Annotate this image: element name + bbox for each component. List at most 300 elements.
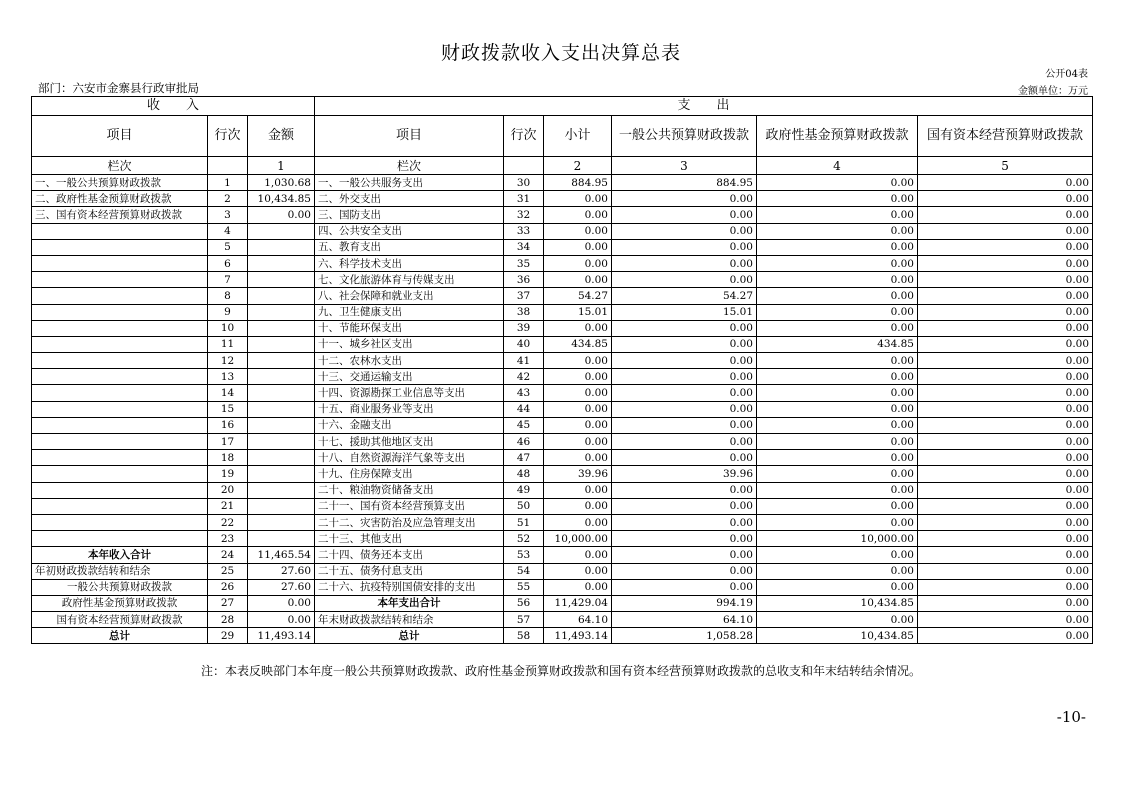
unit-label: 金额单位：万元: [1018, 86, 1088, 97]
income-line-cell: 5: [208, 239, 248, 255]
income-line-cell: 15: [208, 401, 248, 417]
expense-line-cell: 39: [504, 320, 544, 336]
state-capital-cell: 0.00: [918, 223, 1093, 239]
income-item-header: 项目: [32, 116, 208, 157]
income-line-cell: 13: [208, 369, 248, 385]
subtotal-cell: 0.00: [544, 320, 612, 336]
income-item-cell: 三、国有资本经营预算财政拨款: [32, 207, 208, 223]
subtotal-cell: 884.95: [544, 175, 612, 191]
income-line-cell: 24: [208, 547, 248, 563]
general-budget-cell: 0.00: [612, 207, 757, 223]
general-budget-cell: 0.00: [612, 579, 757, 595]
general-budget-cell: 0.00: [612, 450, 757, 466]
expense-section-header: 支 出: [315, 97, 1093, 116]
subtotal-cell: 0.00: [544, 272, 612, 288]
fund-budget-cell: 0.00: [757, 369, 918, 385]
general-budget-cell: 0.00: [612, 417, 757, 433]
income-item-cell: [32, 417, 208, 433]
general-budget-cell: 0.00: [612, 563, 757, 579]
fund-budget-cell: 10,434.85: [757, 595, 918, 611]
general-budget-cell: 0.00: [612, 434, 757, 450]
subtotal-cell: 0.00: [544, 563, 612, 579]
income-item-cell: [32, 466, 208, 482]
expense-item-cell: 二十五、债务付息支出: [315, 563, 504, 579]
fund-budget-cell: 0.00: [757, 353, 918, 369]
fund-budget-cell: 0.00: [757, 272, 918, 288]
expense-line-cell: 37: [504, 288, 544, 304]
general-budget-cell: 39.96: [612, 466, 757, 482]
expense-item-cell: 总计: [315, 628, 504, 644]
expense-item-cell: 十五、商业服务业等支出: [315, 401, 504, 417]
state-capital-cell: 0.00: [918, 482, 1093, 498]
state-capital-cell: 0.00: [918, 191, 1093, 207]
expense-item-cell: 二十三、其他支出: [315, 531, 504, 547]
fund-budget-cell: 0.00: [757, 482, 918, 498]
general-budget-cell: 0.00: [612, 320, 757, 336]
expense-item-cell: 十六、金融支出: [315, 417, 504, 433]
income-line-cell: 7: [208, 272, 248, 288]
table-row: [32, 255, 1093, 271]
table-row: [32, 482, 1093, 498]
income-amount-cell: [248, 417, 315, 433]
income-line-cell: 20: [208, 482, 248, 498]
general-budget-cell: 994.19: [612, 595, 757, 611]
income-line-cell: 28: [208, 612, 248, 628]
income-item-cell: 一、一般公共预算财政拨款: [32, 175, 208, 191]
fund-budget-cell: 10,434.85: [757, 628, 918, 644]
expense-line-cell: 42: [504, 369, 544, 385]
state-capital-cell: 0.00: [918, 239, 1093, 255]
subtotal-cell: 0.00: [544, 401, 612, 417]
income-amount-cell: [248, 223, 315, 239]
subtotal-cell: 39.96: [544, 466, 612, 482]
table-row: [32, 628, 1093, 644]
income-amount-cell: [248, 514, 315, 530]
page-number: -10-: [1056, 708, 1086, 726]
expense-line-cell: 49: [504, 482, 544, 498]
income-amount-cell: 27.60: [248, 579, 315, 595]
income-line-header: 行次: [208, 116, 248, 157]
income-amount-cell: [248, 304, 315, 320]
subtotal-cell: 0.00: [544, 369, 612, 385]
income-item-cell: 一般公共预算财政拨款: [32, 579, 208, 595]
general-budget-cell: 0.00: [612, 239, 757, 255]
budget-table: [31, 96, 1093, 644]
table-row: [32, 272, 1093, 288]
expense-item-cell: 二十一、国有资本经营预算支出: [315, 498, 504, 514]
income-line-cell: 2: [208, 191, 248, 207]
state-capital-cell: 0.00: [918, 175, 1093, 191]
general-budget-cell: 0.00: [612, 272, 757, 288]
table-row: [32, 547, 1093, 563]
state-capital-header: 国有资本经营预算财政拨款: [918, 116, 1093, 157]
expense-line-cell: 35: [504, 255, 544, 271]
general-budget-header: 一般公共预算财政拨款: [612, 116, 757, 157]
fund-budget-cell: 0.00: [757, 207, 918, 223]
fund-budget-cell: 10,000.00: [757, 531, 918, 547]
table-row: [32, 385, 1093, 401]
expense-line-cell: 55: [504, 579, 544, 595]
income-amount-cell: [248, 434, 315, 450]
income-item-cell: [32, 255, 208, 271]
fund-budget-cell: 0.00: [757, 434, 918, 450]
expense-line-cell: 52: [504, 531, 544, 547]
income-amount-cell: [248, 531, 315, 547]
fund-budget-header: 政府性基金预算财政拨款: [757, 116, 918, 157]
state-capital-cell: 0.00: [918, 417, 1093, 433]
subtotal-cell: 0.00: [544, 255, 612, 271]
income-amount-cell: [248, 255, 315, 271]
expense-line-cell: 51: [504, 514, 544, 530]
report-title: 财政拨款收入支出决算总表: [440, 42, 681, 64]
income-item-cell: [32, 434, 208, 450]
expense-line-cell: 33: [504, 223, 544, 239]
income-item-cell: 总计: [32, 628, 208, 644]
subtotal-cell: 0.00: [544, 353, 612, 369]
income-amount-cell: 27.60: [248, 563, 315, 579]
state-capital-cell: 0.00: [918, 385, 1093, 401]
subtotal-cell: 0.00: [544, 450, 612, 466]
expense-line-cell: 36: [504, 272, 544, 288]
state-capital-cell: 0.00: [918, 434, 1093, 450]
income-amount-cell: 0.00: [248, 595, 315, 611]
income-amount-cell: [248, 353, 315, 369]
state-capital-cell: 0.00: [918, 514, 1093, 530]
table-row: [32, 207, 1093, 223]
income-item-cell: [32, 336, 208, 352]
income-line-cell: 26: [208, 579, 248, 595]
expense-line-cell: 54: [504, 563, 544, 579]
table-row: [32, 612, 1093, 628]
general-budget-cell: 0.00: [612, 369, 757, 385]
fund-budget-cell: 434.85: [757, 336, 918, 352]
table-row: [32, 191, 1093, 207]
header-row-sections: [32, 97, 1093, 116]
income-amount-cell: [248, 336, 315, 352]
expense-item-cell: 一、一般公共服务支出: [315, 175, 504, 191]
header-row-columns: [32, 116, 1093, 157]
column-number-4: 4: [757, 157, 918, 175]
income-line-cell: 10: [208, 320, 248, 336]
expense-item-cell: 三、国防支出: [315, 207, 504, 223]
income-line-cell: 4: [208, 223, 248, 239]
income-line-cell: 8: [208, 288, 248, 304]
fund-budget-cell: 0.00: [757, 223, 918, 239]
expense-item-cell: 十八、自然资源海洋气象等支出: [315, 450, 504, 466]
expense-line-cell: 46: [504, 434, 544, 450]
income-item-cell: [32, 369, 208, 385]
table-row: [32, 304, 1093, 320]
general-budget-cell: 0.00: [612, 514, 757, 530]
fund-budget-cell: 0.00: [757, 450, 918, 466]
fund-budget-cell: 0.00: [757, 320, 918, 336]
fund-budget-cell: 0.00: [757, 498, 918, 514]
expense-item-header: 项目: [315, 116, 504, 157]
expense-line-cell: 40: [504, 336, 544, 352]
expense-line-cell: 44: [504, 401, 544, 417]
expense-line-cell: 53: [504, 547, 544, 563]
income-item-cell: 年初财政拨款结转和结余: [32, 563, 208, 579]
expense-item-cell: 十七、援助其他地区支出: [315, 434, 504, 450]
subtotal-cell: 0.00: [544, 239, 612, 255]
state-capital-cell: 0.00: [918, 612, 1093, 628]
income-amount-cell: [248, 498, 315, 514]
general-budget-cell: 0.00: [612, 401, 757, 417]
income-line-cell: 19: [208, 466, 248, 482]
table-row: [32, 369, 1093, 385]
general-budget-cell: 0.00: [612, 336, 757, 352]
state-capital-cell: 0.00: [918, 595, 1093, 611]
header-row-column-numbers: [32, 157, 1093, 175]
expense-item-cell: 二十、粮油物资储备支出: [315, 482, 504, 498]
fund-budget-cell: 0.00: [757, 514, 918, 530]
table-row: [32, 579, 1093, 595]
subtotal-cell: 0.00: [544, 385, 612, 401]
income-amount-cell: [248, 385, 315, 401]
income-line-cell: 16: [208, 417, 248, 433]
fund-budget-cell: 0.00: [757, 563, 918, 579]
income-line-cell: 27: [208, 595, 248, 611]
expense-item-cell: 年末财政拨款结转和结余: [315, 612, 504, 628]
expense-item-cell: 二十二、灾害防治及应急管理支出: [315, 514, 504, 530]
fund-budget-cell: 0.00: [757, 255, 918, 271]
table-row: [32, 434, 1093, 450]
state-capital-cell: 0.00: [918, 498, 1093, 514]
expense-line-cell: 57: [504, 612, 544, 628]
expense-line-header: 行次: [504, 116, 544, 157]
income-item-cell: [32, 450, 208, 466]
income-line-cell: 17: [208, 434, 248, 450]
table-row: [32, 353, 1093, 369]
expense-item-cell: 十四、资源勘探工业信息等支出: [315, 385, 504, 401]
subtotal-cell: 0.00: [544, 223, 612, 239]
income-amount-cell: 0.00: [248, 207, 315, 223]
income-line-cell: 3: [208, 207, 248, 223]
general-budget-cell: 884.95: [612, 175, 757, 191]
income-line-cell: 25: [208, 563, 248, 579]
table-row: [32, 401, 1093, 417]
income-line-cell: 6: [208, 255, 248, 271]
income-item-cell: [32, 288, 208, 304]
column-number-5: 5: [918, 157, 1093, 175]
state-capital-cell: 0.00: [918, 255, 1093, 271]
income-item-cell: [32, 320, 208, 336]
income-line-cell: 12: [208, 353, 248, 369]
subtotal-cell: 54.27: [544, 288, 612, 304]
expense-line-cell: 45: [504, 417, 544, 433]
fund-budget-cell: 0.00: [757, 401, 918, 417]
expense-line-cell: 32: [504, 207, 544, 223]
income-item-cell: [32, 353, 208, 369]
state-capital-cell: 0.00: [918, 369, 1093, 385]
general-budget-cell: 54.27: [612, 288, 757, 304]
column-number-1: 1: [248, 157, 315, 175]
income-item-cell: 政府性基金预算财政拨款: [32, 595, 208, 611]
state-capital-cell: 0.00: [918, 320, 1093, 336]
subtotal-cell: 0.00: [544, 417, 612, 433]
income-amount-cell: [248, 450, 315, 466]
income-item-cell: [32, 401, 208, 417]
income-amount-header: 金额: [248, 116, 315, 157]
income-item-cell: [32, 304, 208, 320]
expense-line-cell: 50: [504, 498, 544, 514]
table-row: [32, 595, 1093, 611]
state-capital-cell: 0.00: [918, 450, 1093, 466]
footnote: 注：本表反映部门本年度一般公共预算财政拨款、政府性基金预算财政拨款和国有资本经营预算财政拨款的总收支和年末结转结余情况。: [200, 664, 921, 678]
expense-line-cell: 43: [504, 385, 544, 401]
table-row: [32, 531, 1093, 547]
table-row: [32, 514, 1093, 530]
income-line-cell: 18: [208, 450, 248, 466]
subtotal-cell: 11,493.14: [544, 628, 612, 644]
form-code: 公开04表: [1045, 69, 1088, 80]
expense-item-cell: 五、教育支出: [315, 239, 504, 255]
general-budget-cell: 0.00: [612, 223, 757, 239]
expense-item-cell: 四、公共安全支出: [315, 223, 504, 239]
state-capital-cell: 0.00: [918, 288, 1093, 304]
state-capital-cell: 0.00: [918, 336, 1093, 352]
income-amount-cell: [248, 272, 315, 288]
subtotal-cell: 11,429.04: [544, 595, 612, 611]
expense-line-cell: 56: [504, 595, 544, 611]
state-capital-cell: 0.00: [918, 628, 1093, 644]
income-line-cell: 9: [208, 304, 248, 320]
fund-budget-cell: 0.00: [757, 239, 918, 255]
general-budget-cell: 1,058.28: [612, 628, 757, 644]
income-amount-cell: 11,465.54: [248, 547, 315, 563]
general-budget-cell: 0.00: [612, 385, 757, 401]
fund-budget-cell: 0.00: [757, 175, 918, 191]
state-capital-cell: 0.00: [918, 466, 1093, 482]
expense-item-cell: 十三、交通运输支出: [315, 369, 504, 385]
table-row: [32, 223, 1093, 239]
table-row: [32, 320, 1093, 336]
income-item-cell: [32, 272, 208, 288]
expense-item-cell: 六、科学技术支出: [315, 255, 504, 271]
income-amount-cell: 10,434.85: [248, 191, 315, 207]
state-capital-cell: 0.00: [918, 579, 1093, 595]
state-capital-cell: 0.00: [918, 353, 1093, 369]
income-section-header: 收 入: [32, 97, 315, 116]
fund-budget-cell: 0.00: [757, 191, 918, 207]
income-amount-cell: [248, 482, 315, 498]
table-row: [32, 417, 1093, 433]
general-budget-cell: 0.00: [612, 255, 757, 271]
expense-item-cell: 二十六、抗疫特别国债安排的支出: [315, 579, 504, 595]
general-budget-cell: 64.10: [612, 612, 757, 628]
expense-line-cell: 58: [504, 628, 544, 644]
state-capital-cell: 0.00: [918, 547, 1093, 563]
income-amount-cell: 11,493.14: [248, 628, 315, 644]
income-line-cell: 1: [208, 175, 248, 191]
income-item-cell: [32, 239, 208, 255]
expense-item-cell: 九、卫生健康支出: [315, 304, 504, 320]
expense-line-cell: 31: [504, 191, 544, 207]
income-amount-cell: 1,030.68: [248, 175, 315, 191]
state-capital-cell: 0.00: [918, 563, 1093, 579]
expense-item-cell: 八、社会保障和就业支出: [315, 288, 504, 304]
subtotal-cell: 0.00: [544, 191, 612, 207]
table-row: [32, 466, 1093, 482]
table-row: [32, 288, 1093, 304]
income-item-cell: [32, 482, 208, 498]
subtotal-cell: 0.00: [544, 514, 612, 530]
expense-line-cell: 47: [504, 450, 544, 466]
income-line-cell: 21: [208, 498, 248, 514]
income-line-cell: 14: [208, 385, 248, 401]
subtotal-cell: 15.01: [544, 304, 612, 320]
general-budget-cell: 0.00: [612, 353, 757, 369]
subtotal-cell: 434.85: [544, 336, 612, 352]
income-item-cell: 本年收入合计: [32, 547, 208, 563]
income-amount-cell: [248, 239, 315, 255]
fund-budget-cell: 0.00: [757, 385, 918, 401]
income-amount-cell: 0.00: [248, 612, 315, 628]
income-item-cell: 二、政府性基金预算财政拨款: [32, 191, 208, 207]
fund-budget-cell: 0.00: [757, 417, 918, 433]
expense-item-cell: 二十四、债务还本支出: [315, 547, 504, 563]
subtotal-cell: 0.00: [544, 547, 612, 563]
fund-budget-cell: 0.00: [757, 304, 918, 320]
expense-item-cell: 十九、住房保障支出: [315, 466, 504, 482]
income-amount-cell: [248, 466, 315, 482]
expense-item-cell: 十、节能环保支出: [315, 320, 504, 336]
income-item-cell: [32, 385, 208, 401]
subtotal-cell: 10,000.00: [544, 531, 612, 547]
income-line-cell: 11: [208, 336, 248, 352]
fund-budget-cell: 0.00: [757, 612, 918, 628]
general-budget-cell: 0.00: [612, 191, 757, 207]
table-row: [32, 498, 1093, 514]
state-capital-cell: 0.00: [918, 207, 1093, 223]
general-budget-cell: 0.00: [612, 531, 757, 547]
table-row: [32, 563, 1093, 579]
subtotal-cell: 0.00: [544, 482, 612, 498]
state-capital-cell: 0.00: [918, 531, 1093, 547]
expense-item-cell: 七、文化旅游体育与传媒支出: [315, 272, 504, 288]
income-line-cell: 22: [208, 514, 248, 530]
expense-line-cell: 38: [504, 304, 544, 320]
general-budget-cell: 0.00: [612, 547, 757, 563]
income-item-cell: [32, 531, 208, 547]
table-row: [32, 336, 1093, 352]
income-item-cell: [32, 223, 208, 239]
table-row: [32, 450, 1093, 466]
fund-budget-cell: 0.00: [757, 288, 918, 304]
expense-item-cell: 十一、城乡社区支出: [315, 336, 504, 352]
subtotal-cell: 0.00: [544, 498, 612, 514]
general-budget-cell: 0.00: [612, 482, 757, 498]
state-capital-cell: 0.00: [918, 304, 1093, 320]
income-item-cell: [32, 514, 208, 530]
expense-item-cell: 本年支出合计: [315, 595, 504, 611]
income-amount-cell: [248, 369, 315, 385]
income-line-cell: 29: [208, 628, 248, 644]
expense-line-cell: 41: [504, 353, 544, 369]
income-amount-cell: [248, 288, 315, 304]
state-capital-cell: 0.00: [918, 401, 1093, 417]
expense-item-cell: 二、外交支出: [315, 191, 504, 207]
subtotal-header: 小计: [544, 116, 612, 157]
expense-column-label: 栏次: [315, 157, 504, 175]
fund-budget-cell: 0.00: [757, 466, 918, 482]
general-budget-cell: 0.00: [612, 498, 757, 514]
expense-line-cell: 48: [504, 466, 544, 482]
subtotal-cell: 0.00: [544, 434, 612, 450]
subtotal-cell: 0.00: [544, 579, 612, 595]
income-line-cell: 23: [208, 531, 248, 547]
table-row: [32, 239, 1093, 255]
